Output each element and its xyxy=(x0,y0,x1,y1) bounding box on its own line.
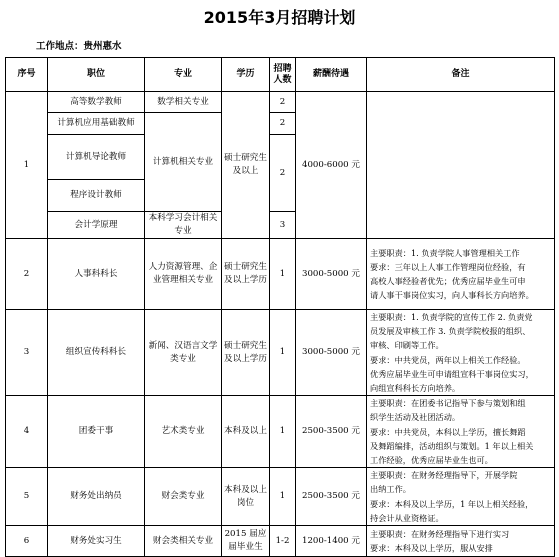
row-salary: 3000-5000 元 xyxy=(296,310,367,396)
row-position: 计算机导论教师 xyxy=(48,135,145,180)
row-position: 财务处实习生 xyxy=(48,526,145,557)
remark-line: 优秀应届毕业生可申请组宣科干事岗位实习， xyxy=(370,368,534,379)
row-no: 5 xyxy=(6,468,48,526)
row-position: 会计学原理 xyxy=(48,212,145,239)
row-count: 1 xyxy=(270,468,296,526)
row-count: 2 xyxy=(270,113,296,135)
header-salary: 薪酬待遇 xyxy=(296,58,367,92)
row-major: 人力资源管理、企业管理相关专业 xyxy=(145,239,222,310)
remark-line: 主要职责：在财务经理指导下进行实习 xyxy=(370,528,510,539)
row-remarks xyxy=(367,468,555,526)
remark-line: 主要职责：1. 负责学院的宣传工作 2. 负责党 xyxy=(370,312,533,322)
remark-line: 工作经验，优秀应届毕业生也可。 xyxy=(370,455,493,466)
remark-line: 请人事干事岗位实习，向人事科长方向培养。 xyxy=(370,290,534,301)
row-count: 3 xyxy=(270,212,296,239)
row-salary: 3000-5000 元 xyxy=(296,239,367,310)
table-row xyxy=(6,92,555,113)
remark-line: 向组宣科科长方向培养。 xyxy=(370,383,461,394)
row-remarks xyxy=(367,310,555,396)
row-count: 1 xyxy=(270,239,296,310)
row-no: 6 xyxy=(6,526,48,557)
header-major: 专业 xyxy=(145,58,222,92)
table-row xyxy=(6,396,555,468)
remark-line: 主要职责：在财务经理指导下，开展学院 xyxy=(370,470,518,481)
remark-line: 要求：本科及以上学历，服从安排 xyxy=(370,543,493,554)
row-education: 硕士研究生及以上学历 xyxy=(222,310,270,396)
row-major: 财会类相关专业 xyxy=(145,526,222,557)
remark-line: 出纳工作。 xyxy=(370,484,411,495)
remark-line: 要求：中共党员，本科以上学历，擅长舞蹈 xyxy=(370,426,526,437)
row-remarks xyxy=(367,396,555,468)
header-row xyxy=(6,58,555,92)
table-row xyxy=(6,239,555,310)
row-no: 3 xyxy=(6,310,48,396)
remark-line: 织学生活动及社团活动。 xyxy=(370,412,461,423)
remark-line: 高校人事经验者优先；优秀应届毕业生可申 xyxy=(370,276,526,286)
row-major: 新闻、汉语言文学类专业 xyxy=(145,310,222,396)
row-position: 人事科科长 xyxy=(48,239,145,310)
remark-line: 主要职责：1. 负责学院人事管理相关工作 xyxy=(370,247,520,258)
header-position: 职位 xyxy=(48,58,145,92)
row-no: 2 xyxy=(6,239,48,310)
row-education: 2015 届应届毕业生 xyxy=(222,526,270,557)
header-remarks: 备注 xyxy=(367,58,555,92)
remark-line: 要求：三年以上人事工作管理岗位经验，有 xyxy=(370,261,526,272)
row-position: 高等数学教师 xyxy=(48,92,145,113)
remark-line: 及舞蹈编排，活动组织与策划。1 年以上相关 xyxy=(370,440,534,451)
row-education: 硕士研究生及以上 xyxy=(222,92,270,239)
row-remarks xyxy=(367,239,555,310)
row-education: 本科及以上岗位 xyxy=(222,468,270,526)
row-major: 数学相关专业 xyxy=(145,92,222,113)
row-major: 艺术类专业 xyxy=(145,396,222,468)
work-location: 工作地点：贵州惠水 xyxy=(36,41,122,52)
table-row xyxy=(6,526,555,557)
row-remarks xyxy=(367,92,555,239)
row-position: 团委干事 xyxy=(48,396,145,468)
row-salary: 2500-3500 元 xyxy=(296,468,367,526)
row-position: 财务处出纳员 xyxy=(48,468,145,526)
row-position: 程序设计教师 xyxy=(48,180,145,212)
row-education: 本科及以上 xyxy=(222,396,270,468)
row-remarks xyxy=(367,526,555,557)
row-position: 计算机应用基础教师 xyxy=(48,113,145,135)
row-position: 组织宣传科科长 xyxy=(48,310,145,396)
row-major: 计算机相关专业 xyxy=(145,113,222,212)
header-education: 学历 xyxy=(222,58,270,92)
row-major: 财会类专业 xyxy=(145,468,222,526)
remark-line: 要求：中共党员，两年以上相关工作经验。 xyxy=(370,354,526,365)
row-count: 1-2 xyxy=(270,526,296,557)
table-row xyxy=(6,310,555,396)
row-salary: 4000-6000 元 xyxy=(296,92,367,239)
row-education: 硕士研究生及以上学历 xyxy=(222,239,270,310)
remark-line: 员发展及审核工作 3. 负责学院校报的组织、 xyxy=(370,326,531,337)
row-count: 1 xyxy=(270,396,296,468)
row-salary: 2500-3500 元 xyxy=(296,396,367,468)
row-count: 2 xyxy=(270,135,296,212)
table-row xyxy=(6,468,555,526)
row-no: 1 xyxy=(6,92,48,239)
row-count: 2 xyxy=(270,92,296,113)
row-major: 本科学习会计相关专业 xyxy=(145,212,222,239)
row-salary: 1200-1400 元 xyxy=(296,526,367,557)
page-title: 2015年3月招聘计划 xyxy=(203,8,356,27)
row-count: 1 xyxy=(270,310,296,396)
row-no: 4 xyxy=(6,396,48,468)
remark-line: 主要职责：在团委书记指导下参与策划和组 xyxy=(370,398,526,409)
header-count: 招聘人数 xyxy=(270,58,296,92)
remark-line: 持会计从业资格证。 xyxy=(370,512,444,523)
remark-line: 要求：本科及以上学历，1 年以上相关经验， xyxy=(370,498,534,509)
remark-line: 审核、印刷等工作。 xyxy=(370,340,444,351)
header-no: 序号 xyxy=(6,58,48,92)
recruitment-table xyxy=(5,57,555,557)
